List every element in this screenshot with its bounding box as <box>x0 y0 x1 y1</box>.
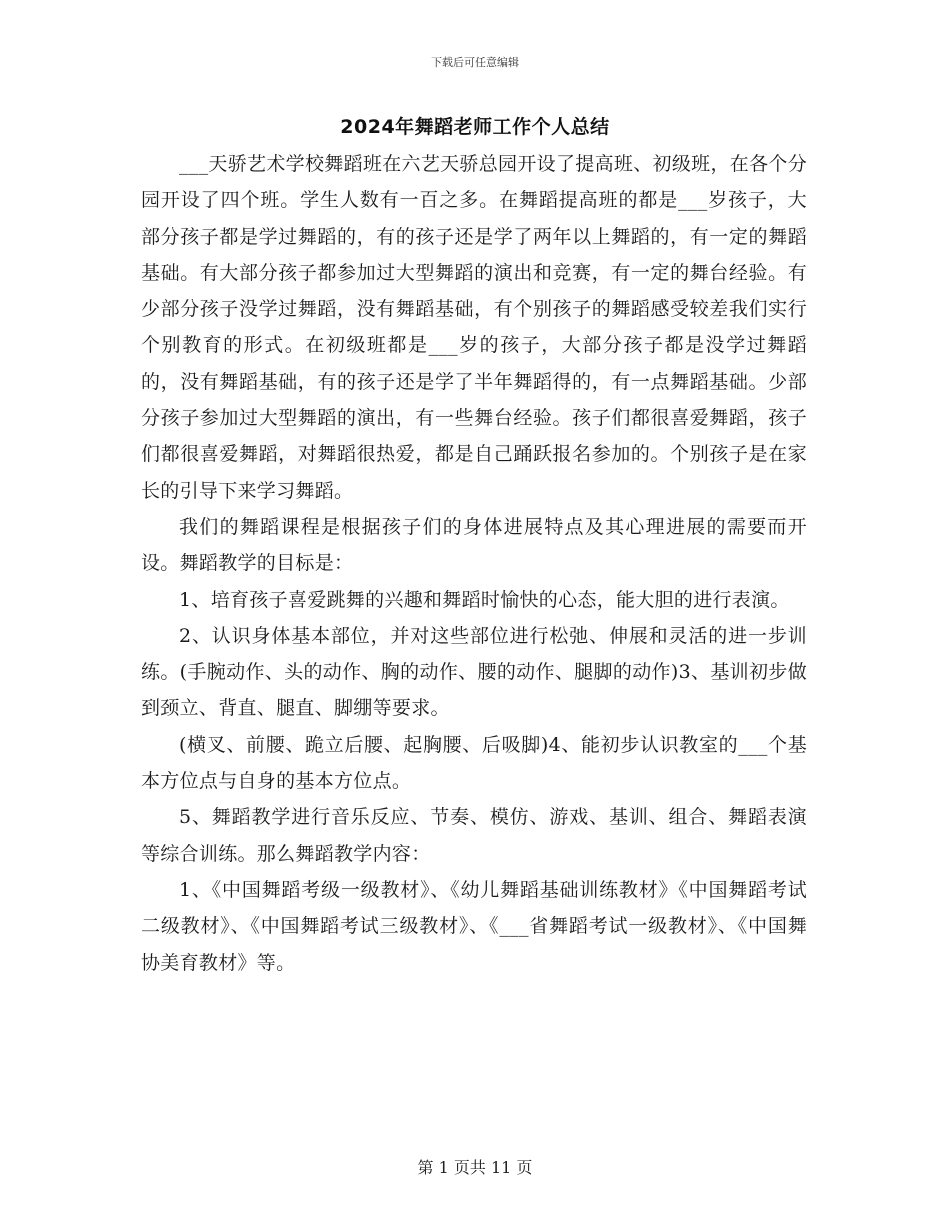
document-body <box>141 146 807 981</box>
paragraph-teaching-materials: 1、《中国舞蹈考级一级教材》、《幼儿舞蹈基础训练教材》《中国舞蹈考试二级教材》、《中国舞蹈考试三级教材》、《___省舞蹈考试一级教材》、《中国舞协美育教材》等。 <box>141 878 807 974</box>
paragraph-goal-5: 5、舞蹈教学进行音乐反应、节奏、模仿、游戏、基训、组合、舞蹈表演等综合训练。那么舞蹈教学内容： <box>141 806 807 865</box>
paragraph-goal-1: 1、培育孩子喜爱跳舞的兴趣和舞蹈时愉快的心态，能大胆的进行表演。 <box>179 588 790 611</box>
paragraph-goal-2: 2、认识身体基本部位，并对这些部位进行松弛、伸展和灵活的进一步训练。(手腕动作、头的动作、胸的动作、腰的动作、腿脚的动作)3、基训初步做到颈立、背直、腿直、脚绷等要求。 <box>141 624 807 720</box>
paragraph-intro: ___天骄艺术学校舞蹈班在六艺天骄总园开设了提高班、初级班，在各个分园开设了四个班。学生人数有一百之多。在舞蹈提高班的都是___岁孩子，大部分孩子都是学过舞蹈的，有的孩子还是学了两年以上舞蹈的，有一定的舞蹈基础。有大部分孩子都参加过大型舞蹈的演出和竞赛，有一定的舞台经验。有少部分孩子没学过舞蹈，没有舞蹈基础，有个别孩子的舞蹈感受较差我们实行个别教育的形式。在初级班都是___岁的孩子，大部分孩子都是没学过舞蹈的，没有舞蹈基础，有的孩子还是学了半年舞蹈得的，有一点舞蹈基础。少部分孩子参加过大型舞蹈的演出，有一些舞台经验。孩子们都很喜爱舞蹈，孩子们都很喜爱舞蹈，对舞蹈很热爱，都是自己踊跃报名参加的。个别孩子是在家长的引导下来学习舞蹈。 <box>141 153 807 502</box>
paragraph-course-goals: 我们的舞蹈课程是根据孩子们的身体进展特点及其心理进展的需要而开设。舞蹈教学的目标是： <box>141 515 807 575</box>
document-title: 2024年舞蹈老师工作个人总结 <box>340 116 610 138</box>
page-footer: 第 1 页共 11 页 <box>417 1158 533 1177</box>
page-header-note: 下载后可任意编辑 <box>431 56 519 69</box>
paragraph-goal-4: (横叉、前腰、跪立后腰、起胸腰、后吸脚)4、能初步认识教室的___个基本方位点与自身的基本方位点。 <box>141 733 807 793</box>
